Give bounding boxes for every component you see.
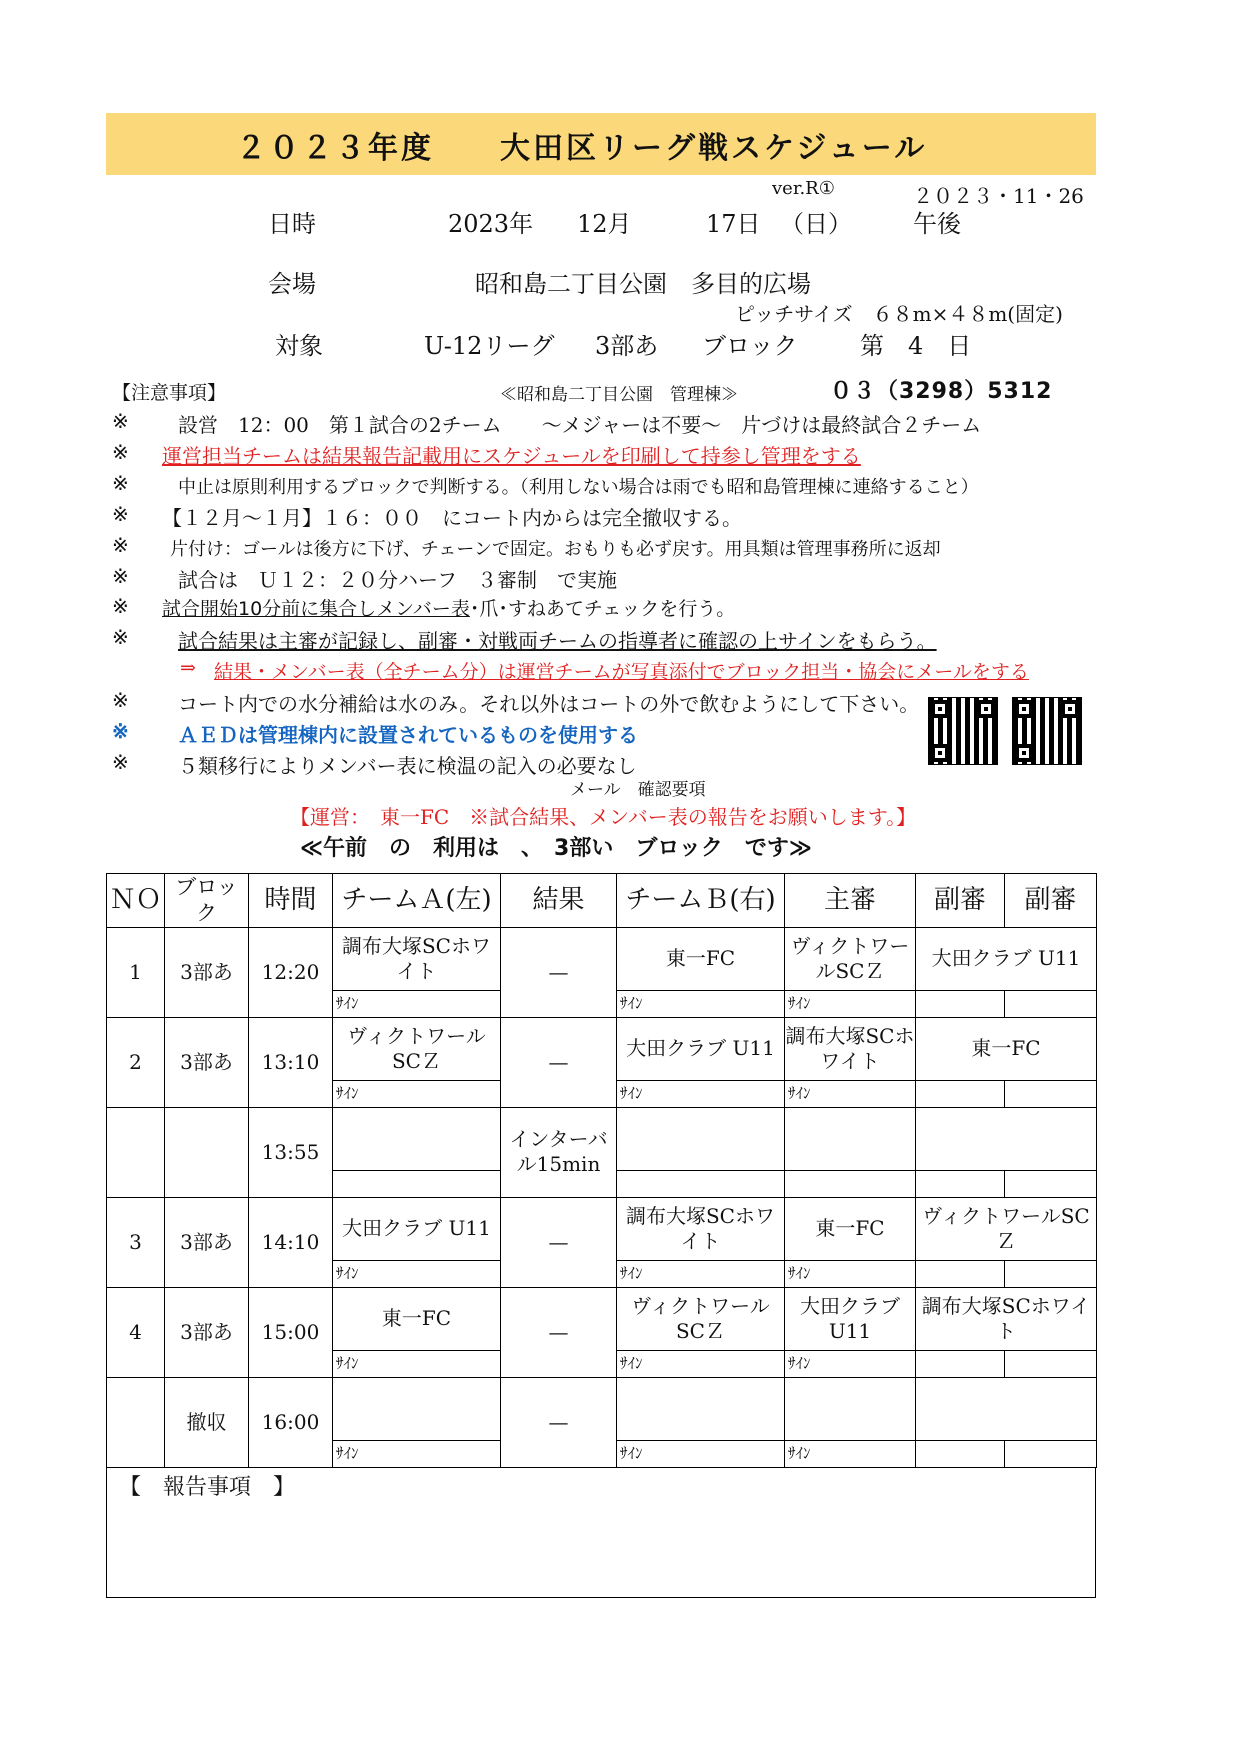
match-block: 撤収	[165, 1377, 249, 1467]
match-time: 12:20	[249, 927, 333, 1017]
date-year: 2023年	[448, 210, 534, 238]
target-division: 3部あ	[595, 332, 659, 360]
date-month: 12月	[577, 210, 632, 238]
note-mark: ※	[112, 409, 129, 433]
note-mark: ※	[112, 688, 129, 712]
qr-code-image	[928, 697, 998, 765]
table-row	[107, 1107, 1097, 1170]
note-mark: ※	[112, 502, 129, 526]
empty-cell	[916, 1350, 1005, 1377]
col-header-assistant-1: 副審	[916, 874, 1005, 928]
match-no: 3	[107, 1197, 165, 1287]
operator-line: 【運営： 東一FC ※試合結果、メンバー表の報告をお願いします。】	[290, 805, 917, 829]
table-row	[107, 927, 1097, 990]
venue-label: 会場	[268, 270, 316, 298]
match-result: —	[501, 1017, 617, 1107]
table-row	[107, 1017, 1097, 1080]
referee: 東一FC	[785, 1197, 916, 1260]
table-row	[107, 1377, 1097, 1440]
match-time: 16:00	[249, 1377, 333, 1467]
sign-cell: ｻｲﾝ	[785, 990, 916, 1017]
match-result: —	[501, 1377, 617, 1467]
note-send-results: 結果・メンバー表（全チーム分）は運営チームが写真添付でブロック担当・協会にメールをする	[214, 661, 1029, 683]
note-result-record: 試合結果は主審が記録し、副審・対戦両チームの指導者に確認の上サインをもらう。	[178, 629, 937, 653]
interval-label: インターバル15min	[501, 1107, 617, 1197]
table-row	[107, 1287, 1097, 1350]
office-phone: ０３（3298）5312	[830, 379, 1053, 404]
team-a	[333, 1377, 501, 1440]
match-block: 3部あ	[165, 1017, 249, 1107]
page-title: ２０２３年度 大田区リーグ戦スケジュール	[236, 131, 928, 166]
note-temperature: ５類移行によりメンバー表に検温の記入の必要なし	[178, 754, 637, 778]
match-block: 3部あ	[165, 927, 249, 1017]
col-header-time: 時間	[249, 874, 333, 928]
empty-cell	[1005, 1440, 1097, 1467]
col-header-team-b: チームＢ(右)	[617, 874, 785, 928]
match-no: 1	[107, 927, 165, 1017]
match-time: 13:10	[249, 1017, 333, 1107]
note-aed: ＡＥＤは管理棟内に設置されているものを使用する	[178, 723, 638, 747]
assistant-referee	[916, 1107, 1097, 1170]
team-b: ヴィクトワールSCＺ	[617, 1287, 785, 1350]
note-operator-duty: 運営担当チームは結果報告記載用にスケジュールを印刷して持参し管理をする	[162, 444, 861, 468]
note-mark: ※	[112, 440, 129, 464]
sign-cell: ｻｲﾝ	[785, 1080, 916, 1107]
empty-cell	[916, 990, 1005, 1017]
match-time: 13:55	[249, 1107, 333, 1197]
match-block: 3部あ	[165, 1287, 249, 1377]
note-mark: ※	[112, 471, 129, 495]
sign-cell: ｻｲﾝ	[617, 1440, 785, 1467]
col-header-assistant-2: 副審	[1005, 874, 1097, 928]
note-withdraw: 【１２月～１月】１６：００ にコート内からは完全撤収する。	[162, 506, 742, 530]
empty-cell	[916, 1170, 1005, 1197]
sign-cell: ｻｲﾝ	[785, 1260, 916, 1287]
referee	[785, 1377, 916, 1440]
empty-cell	[617, 1170, 785, 1197]
empty-cell	[333, 1170, 501, 1197]
empty-cell	[916, 1080, 1005, 1107]
report-box[interactable]	[106, 1468, 1096, 1598]
empty-cell	[1005, 1260, 1097, 1287]
date-weekday: （日）	[780, 210, 852, 238]
match-no: 2	[107, 1017, 165, 1107]
col-header-referee: 主審	[785, 874, 916, 928]
sign-cell: ｻｲﾝ	[333, 1080, 501, 1107]
team-b: 大田クラブ U11	[617, 1017, 785, 1080]
referee: 大田クラブU11	[785, 1287, 916, 1350]
venue-name: 昭和島二丁目公園 多目的広場	[475, 270, 811, 298]
empty-cell	[1005, 1080, 1097, 1107]
sign-cell: ｻｲﾝ	[333, 1260, 501, 1287]
match-result: —	[501, 927, 617, 1017]
note-match-format: 試合は Ｕ１２：２０分ハーフ ３審制 で実施	[178, 568, 617, 592]
match-block: 3部あ	[165, 1197, 249, 1287]
empty-cell	[785, 1170, 916, 1197]
issue-date: ２０２３・11・26	[913, 184, 1084, 208]
target-label: 対象	[275, 332, 323, 360]
datetime-label: 日時	[268, 210, 316, 238]
note-mark: ※	[112, 533, 129, 557]
sign-cell: ｻｲﾝ	[333, 1440, 501, 1467]
note-mark: ※	[112, 594, 129, 618]
title-bar	[106, 113, 1096, 175]
team-b: 東一FC	[617, 927, 785, 990]
referee: 調布大塚SCホワイト	[785, 1017, 916, 1080]
sign-cell: ｻｲﾝ	[617, 1080, 785, 1107]
sign-cell: ｻｲﾝ	[617, 1350, 785, 1377]
date-day: 17日	[706, 210, 761, 238]
match-no: 4	[107, 1287, 165, 1377]
target-league: U-12リーグ	[424, 332, 555, 360]
team-a: ヴィクトワールSCＺ	[333, 1017, 501, 1080]
assistant-referee: 調布大塚SCホワイト	[916, 1287, 1097, 1350]
notes-header: 【注意事項】	[112, 382, 227, 404]
sign-cell: ｻｲﾝ	[333, 990, 501, 1017]
col-header-no: ＮＯ	[107, 874, 165, 928]
match-time: 15:00	[249, 1287, 333, 1377]
note-mark: ※	[112, 719, 129, 743]
target-round: 第 4 日	[860, 332, 972, 360]
table-row	[107, 1197, 1097, 1260]
table-header-row	[107, 874, 1097, 928]
note-assembly-underlined: 試合開始10分前に集合しメンバー表	[162, 598, 470, 620]
note-cancel: 中止は原則利用するブロックで判断する。（利用しない場合は雨でも昭和島管理棟に連絡すること）	[178, 477, 979, 498]
team-a	[333, 1107, 501, 1170]
match-time: 14:10	[249, 1197, 333, 1287]
assistant-referee: 東一FC	[916, 1017, 1097, 1080]
note-assembly-rest: ･爪･すねあてチェックを行う。	[469, 598, 736, 620]
version-label: ver.R①	[772, 178, 835, 199]
referee	[785, 1107, 916, 1170]
note-mark: ※	[112, 564, 129, 588]
note-mark: ⇒	[180, 657, 196, 679]
note-setup: 設営 12：00 第１試合の2チーム ～メジャーは不要～ 片づけは最終試合２チーム	[178, 413, 982, 437]
team-b	[617, 1377, 785, 1440]
note-mark: ※	[112, 750, 129, 774]
qr-code-image	[1012, 697, 1082, 765]
match-no	[107, 1107, 165, 1197]
team-a: 調布大塚SCホワイト	[333, 927, 501, 990]
match-result: —	[501, 1287, 617, 1377]
report-label: 【 報告事項 】	[119, 1475, 296, 1500]
empty-cell	[916, 1440, 1005, 1467]
assistant-referee: ヴィクトワールSCＺ	[916, 1197, 1097, 1260]
empty-cell	[1005, 990, 1097, 1017]
schedule-table	[106, 873, 1097, 1468]
match-result: —	[501, 1197, 617, 1287]
sign-cell: ｻｲﾝ	[785, 1440, 916, 1467]
assistant-referee	[916, 1377, 1097, 1440]
empty-cell	[1005, 1350, 1097, 1377]
referee: ヴィクトワールSCＺ	[785, 927, 916, 990]
team-a: 大田クラブ U11	[333, 1197, 501, 1260]
sign-cell: ｻｲﾝ	[617, 1260, 785, 1287]
note-cleanup: 片付け：ゴールは後方に下げ、チェーンで固定。おもりも必ず戻す。用具類は管理事務所に返却	[170, 539, 941, 560]
office-name: ≪昭和島二丁目公園 管理棟≫	[500, 385, 738, 405]
empty-cell	[1005, 1170, 1097, 1197]
col-header-result: 結果	[501, 874, 617, 928]
match-no	[107, 1377, 165, 1467]
match-block	[165, 1107, 249, 1197]
empty-cell	[916, 1260, 1005, 1287]
note-mark: ※	[112, 625, 129, 649]
sign-cell: ｻｲﾝ	[785, 1350, 916, 1377]
pitch-size: ピッチサイズ ６８m×４８m(固定)	[735, 302, 1063, 326]
col-header-block: ブロック	[165, 874, 249, 928]
target-block: ブロック	[702, 332, 798, 360]
note-water: コート内での水分補給は水のみ。それ以外はコートの外で飲むようにして下さい。	[178, 692, 920, 716]
note-assembly	[162, 594, 735, 621]
morning-usage-line: ≪午前 の 利用は 、 3部い ブロック です≫	[300, 836, 812, 861]
sign-cell: ｻｲﾝ	[333, 1350, 501, 1377]
team-b: 調布大塚SCホワイト	[617, 1197, 785, 1260]
sign-cell: ｻｲﾝ	[617, 990, 785, 1017]
col-header-team-a: チームＡ(左)	[333, 874, 501, 928]
team-a: 東一FC	[333, 1287, 501, 1350]
team-b	[617, 1107, 785, 1170]
date-period: 午後	[913, 210, 961, 238]
assistant-referee: 大田クラブ U11	[916, 927, 1097, 990]
mail-note: メール 確認要項	[570, 780, 706, 800]
